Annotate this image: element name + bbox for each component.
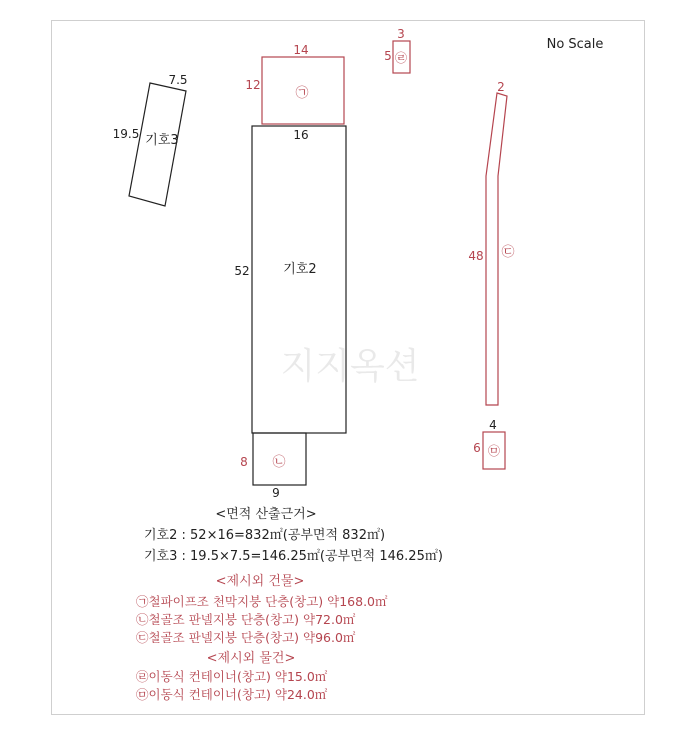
building-b-width: 9 <box>272 486 280 500</box>
scale-note: No Scale <box>546 37 604 52</box>
parcel-ho3-label: 기호3 <box>145 133 179 148</box>
building-a-width: 14 <box>293 43 309 57</box>
container-d-length: 5 <box>384 49 392 63</box>
container-e-width: 4 <box>489 418 497 432</box>
excluded-building-item-3: ㉢철골조 판넬지붕 단층(창고) 약96.0㎡ <box>136 630 356 645</box>
building-b-length: 8 <box>240 455 248 469</box>
excluded-object-item-1: ㉣이동식 컨테이너(창고) 약15.0㎡ <box>136 669 328 684</box>
building-b-symbol: ㉡ <box>272 455 286 470</box>
container-d-width: 3 <box>397 27 405 41</box>
container-e-length: 6 <box>473 441 481 455</box>
parcel-ho2-length: 52 <box>234 264 250 278</box>
area-basis-line-2: 기호3 : 19.5×7.5=146.25㎡(공부면적 146.25㎡) <box>144 549 443 564</box>
building-c-length: 48 <box>468 249 484 263</box>
area-basis-title: <면적 산출근거> <box>215 507 317 522</box>
excluded-objects-title: <제시외 물건> <box>206 651 296 666</box>
parcel-ho2-width: 16 <box>293 128 309 142</box>
building-a-symbol: ㉠ <box>295 86 309 101</box>
building-c-width: 2 <box>497 80 505 94</box>
parcel-ho3-length: 19.5 <box>112 127 140 141</box>
excluded-building-item-2: ㉡철골조 판넬지붕 단층(창고) 약72.0㎡ <box>136 612 356 627</box>
building-a-length: 12 <box>245 78 261 92</box>
parcel-ho3-width: 7.5 <box>168 73 188 87</box>
excluded-building-item-1: ㉠철파이프조 천막지붕 단층(창고) 약168.0㎡ <box>136 594 388 609</box>
excluded-object-item-2: ㉤이동식 컨테이너(창고) 약24.0㎡ <box>136 687 328 702</box>
container-e-symbol: ㉤ <box>487 444 501 458</box>
container-d-symbol: ㉣ <box>394 51 408 65</box>
watermark-text: 지지옥션 <box>280 346 420 387</box>
parcel-ho2-label: 기호2 <box>283 262 317 277</box>
area-basis-line-1: 기호2 : 52×16=832㎡(공부면적 832㎡) <box>144 528 386 543</box>
excluded-buildings-title: <제시외 건물> <box>215 574 305 589</box>
building-c-symbol: ㉢ <box>501 245 515 260</box>
